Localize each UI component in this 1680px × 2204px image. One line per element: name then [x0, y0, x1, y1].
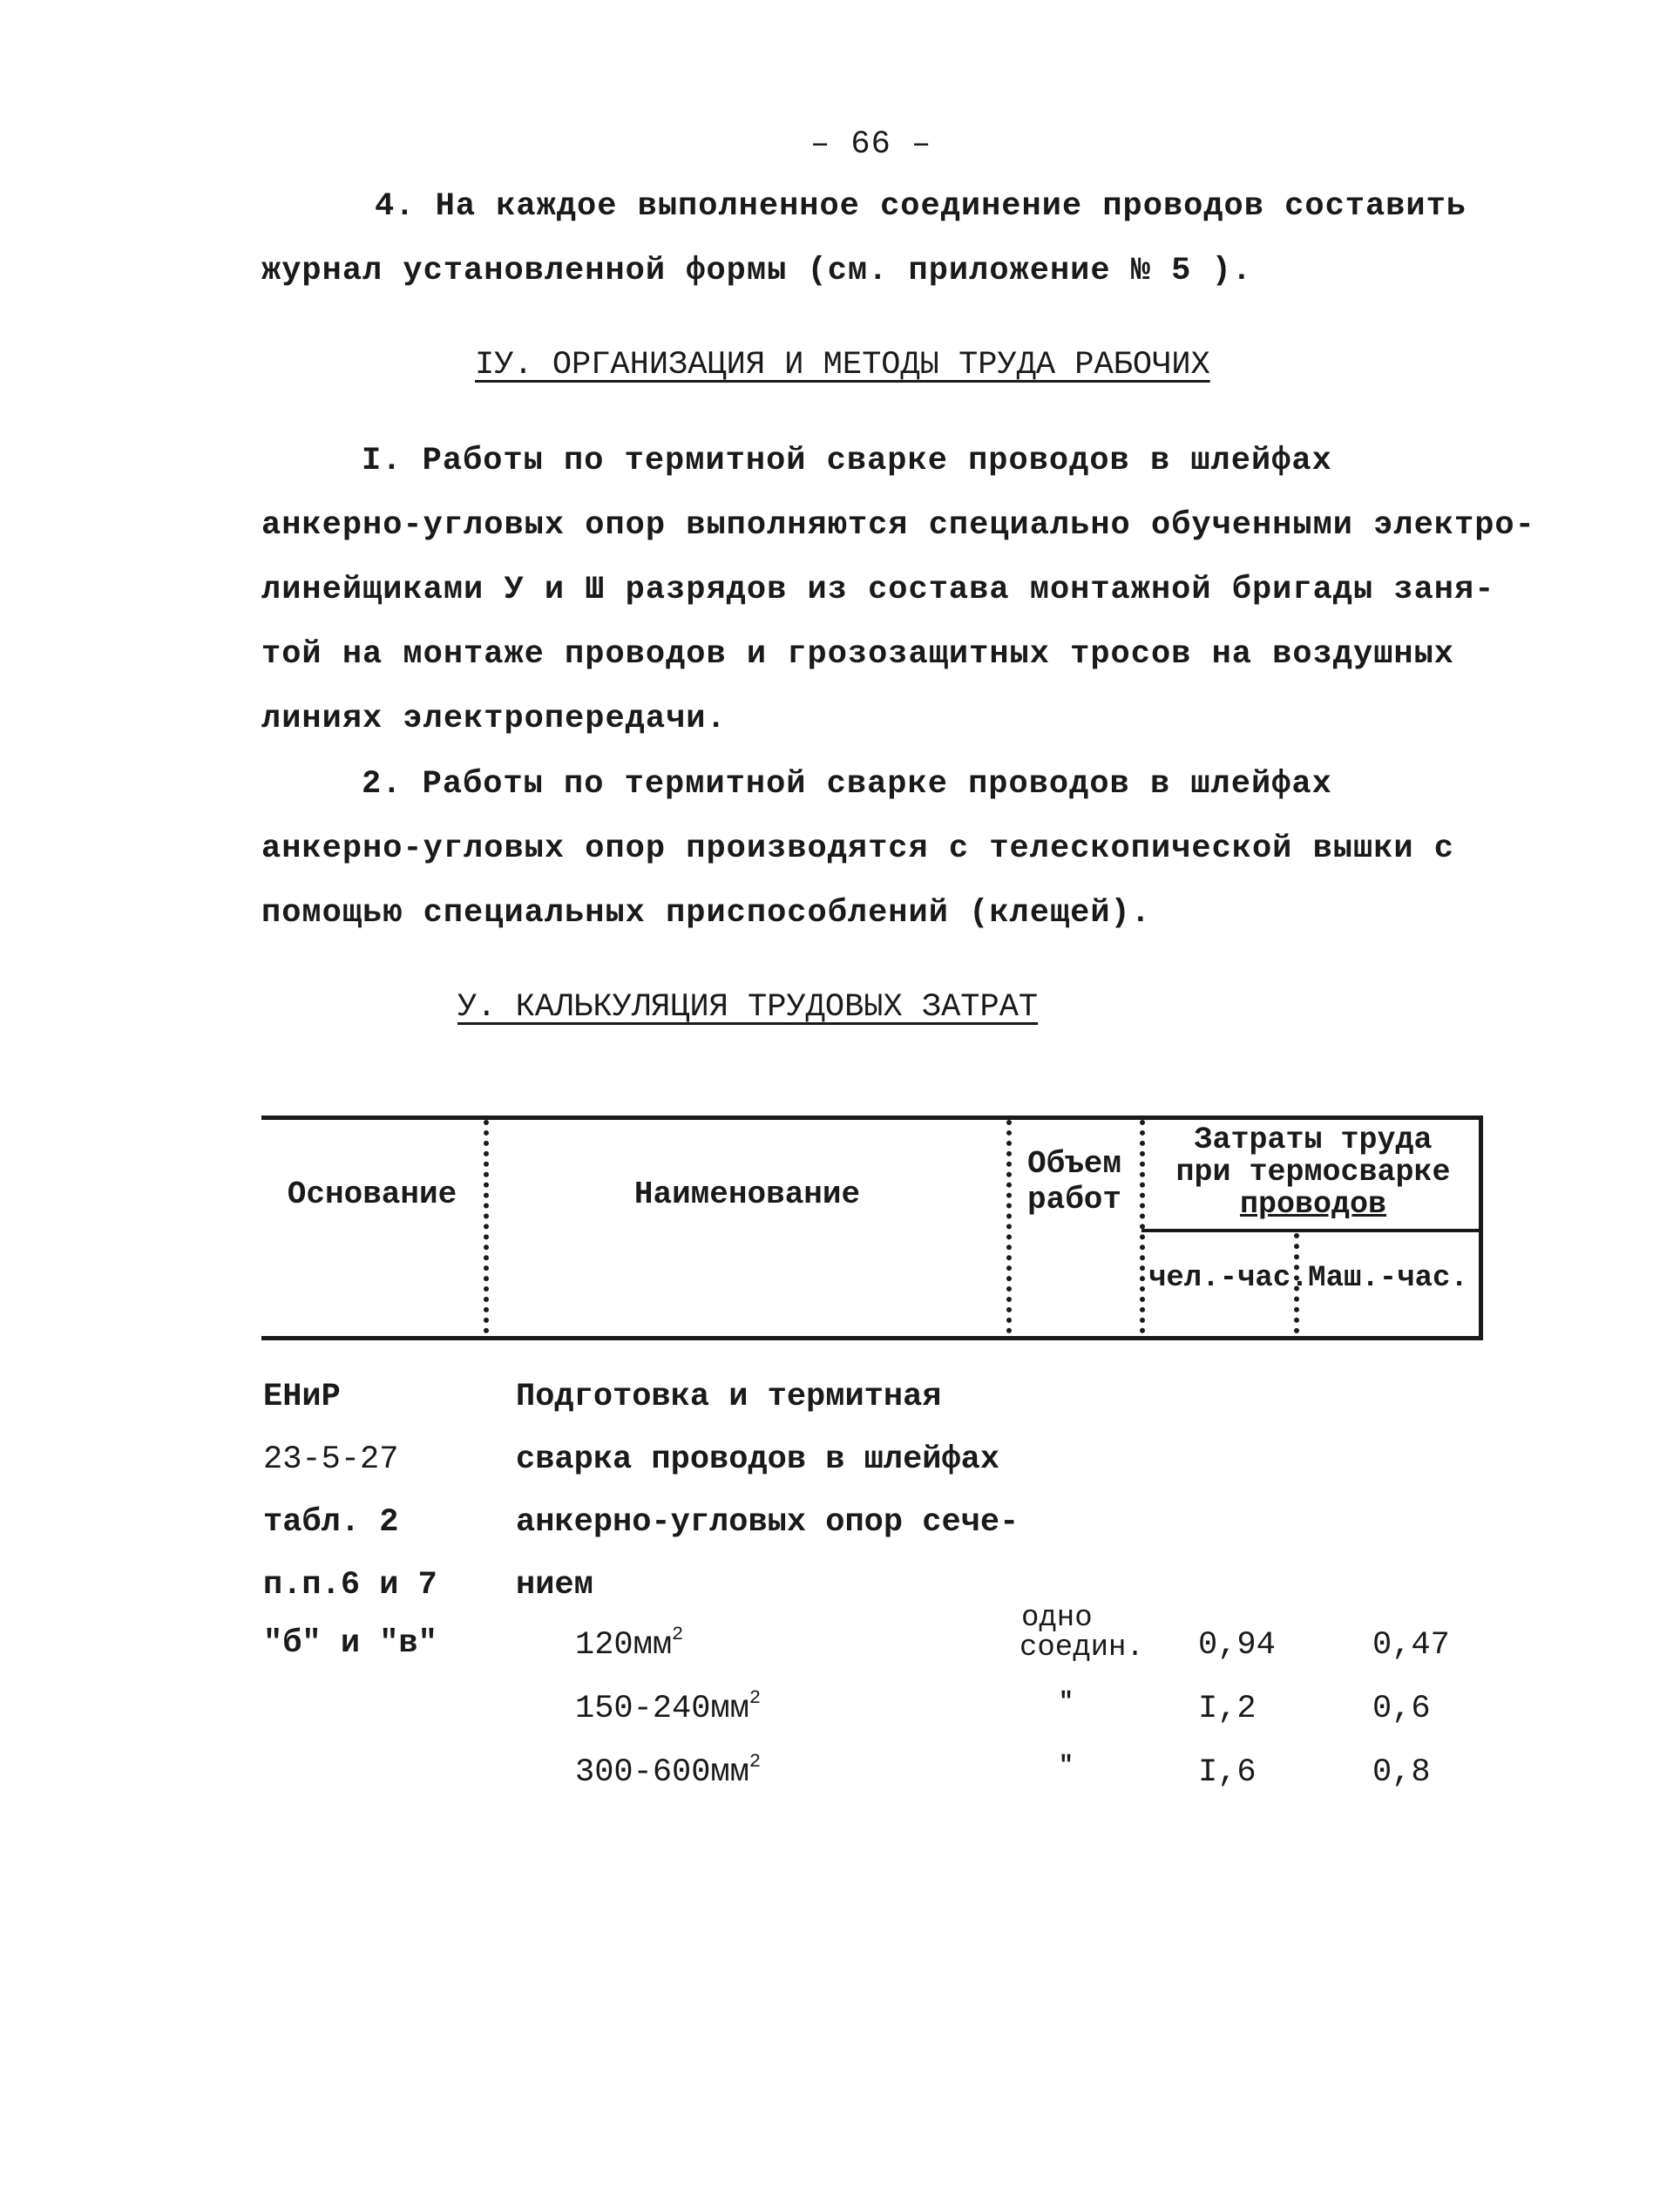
row-2-man-hours: I,2 — [1198, 1691, 1257, 1727]
p2-line-3: помощью специальных приспособлений (клещей). — [261, 895, 1151, 932]
row-1-section — [575, 1624, 684, 1664]
row-1-section-text: 120мм — [575, 1627, 673, 1664]
row-2-superscript: 2 — [749, 1687, 762, 1709]
header-volume — [1013, 1146, 1135, 1218]
header-labor-line-3: проводов — [1239, 1186, 1387, 1222]
header-volume-line-1: Объем — [1026, 1146, 1122, 1182]
header-name: Наименование — [633, 1177, 861, 1212]
row-1-man-hours: 0,94 — [1198, 1627, 1276, 1664]
table-right-border — [1479, 1116, 1483, 1340]
row-3-unit: " — [1059, 1753, 1074, 1780]
row-3-section-text: 300-600мм — [575, 1754, 749, 1791]
name-line-2: сварка проводов в шлейфах — [516, 1441, 1000, 1478]
p2-line-2: анкерно-угловых опор производятся с телескопической вышки с — [261, 831, 1455, 867]
row-1-unit-line-2: соедин. — [1020, 1631, 1144, 1665]
row-1-unit-line-1: одно — [1021, 1602, 1093, 1635]
header-volume-line-2: работ — [1026, 1182, 1122, 1218]
section-4-paragraph-1 — [261, 429, 1535, 751]
header-machine-hours: Маш.-час. — [1308, 1262, 1468, 1295]
basis-line-3: табл. 2 — [263, 1504, 399, 1541]
row-2-section — [575, 1687, 762, 1727]
basis-line-2: 23-5-27 — [263, 1441, 399, 1478]
header-man-hours: чел.-час. — [1148, 1262, 1309, 1295]
labor-subheader-rule — [1141, 1229, 1481, 1232]
p1-line-1: I. Работы по термитной сварке проводов в шлейфах — [362, 443, 1332, 479]
table-top-rule — [261, 1116, 1481, 1120]
row-3-superscript: 2 — [749, 1751, 762, 1773]
name-line-4: нием — [516, 1567, 593, 1604]
p1-line-2: анкерно-угловых опор выполняются специально обученными электро- — [261, 507, 1535, 544]
row-1-superscript: 2 — [672, 1624, 684, 1645]
header-labor — [1148, 1124, 1478, 1220]
row-3-machine-hours: 0,8 — [1372, 1754, 1431, 1791]
basis-line-4: п.п.6 и 7 — [263, 1567, 437, 1604]
section-5-title: У. КАЛЬКУЛЯЦИЯ ТРУДОВЫХ ЗАТРАТ — [457, 989, 1039, 1026]
row-1-machine-hours: 0,47 — [1372, 1627, 1450, 1664]
section-4-title: IУ. ОРГАНИЗАЦИЯ И МЕТОДЫ ТРУДА РАБОЧИХ — [475, 347, 1210, 383]
name-line-3: анкерно-угловых опор сече- — [516, 1504, 1020, 1541]
row-2-machine-hours: 0,6 — [1372, 1691, 1431, 1727]
row-3-man-hours: I,6 — [1198, 1754, 1257, 1791]
row-1-unit — [1020, 1604, 1144, 1663]
page-number: – 66 – — [810, 126, 932, 163]
p1-line-5: линиях электропередачи. — [261, 701, 727, 737]
intro-line-2: журнал установленной формы (см. приложение № 5 ). — [261, 253, 1252, 289]
basis-line-5: "б" и "в" — [263, 1625, 437, 1662]
section-4-paragraph-2 — [261, 752, 1499, 946]
row-3-section — [575, 1751, 762, 1791]
name-line-1: Подготовка и термитная — [516, 1379, 942, 1415]
header-labor-line-2: при термосварке — [1175, 1154, 1451, 1190]
basis-line-1: ЕНиР — [263, 1379, 341, 1415]
table-header-bottom-rule — [261, 1336, 1481, 1340]
column-separator-1 — [484, 1120, 494, 1333]
intro-paragraph — [261, 174, 1499, 303]
header-basis: Основание — [287, 1177, 457, 1212]
p1-line-3: линейщиками У и Ш разрядов из состава монтажной бригады заня- — [261, 572, 1495, 608]
header-labor-line-1: Затраты труда — [1194, 1122, 1433, 1157]
p1-line-4: той на монтаже проводов и грозозащитных тросов на воздушных — [261, 636, 1455, 673]
row-2-section-text: 150-240мм — [575, 1691, 749, 1727]
intro-line-1: 4. На каждое выполненное соединение проводов составить — [375, 188, 1467, 225]
row-2-unit: " — [1059, 1689, 1074, 1716]
p2-line-1: 2. Работы по термитной сварке проводов в шлейфах — [362, 766, 1332, 803]
